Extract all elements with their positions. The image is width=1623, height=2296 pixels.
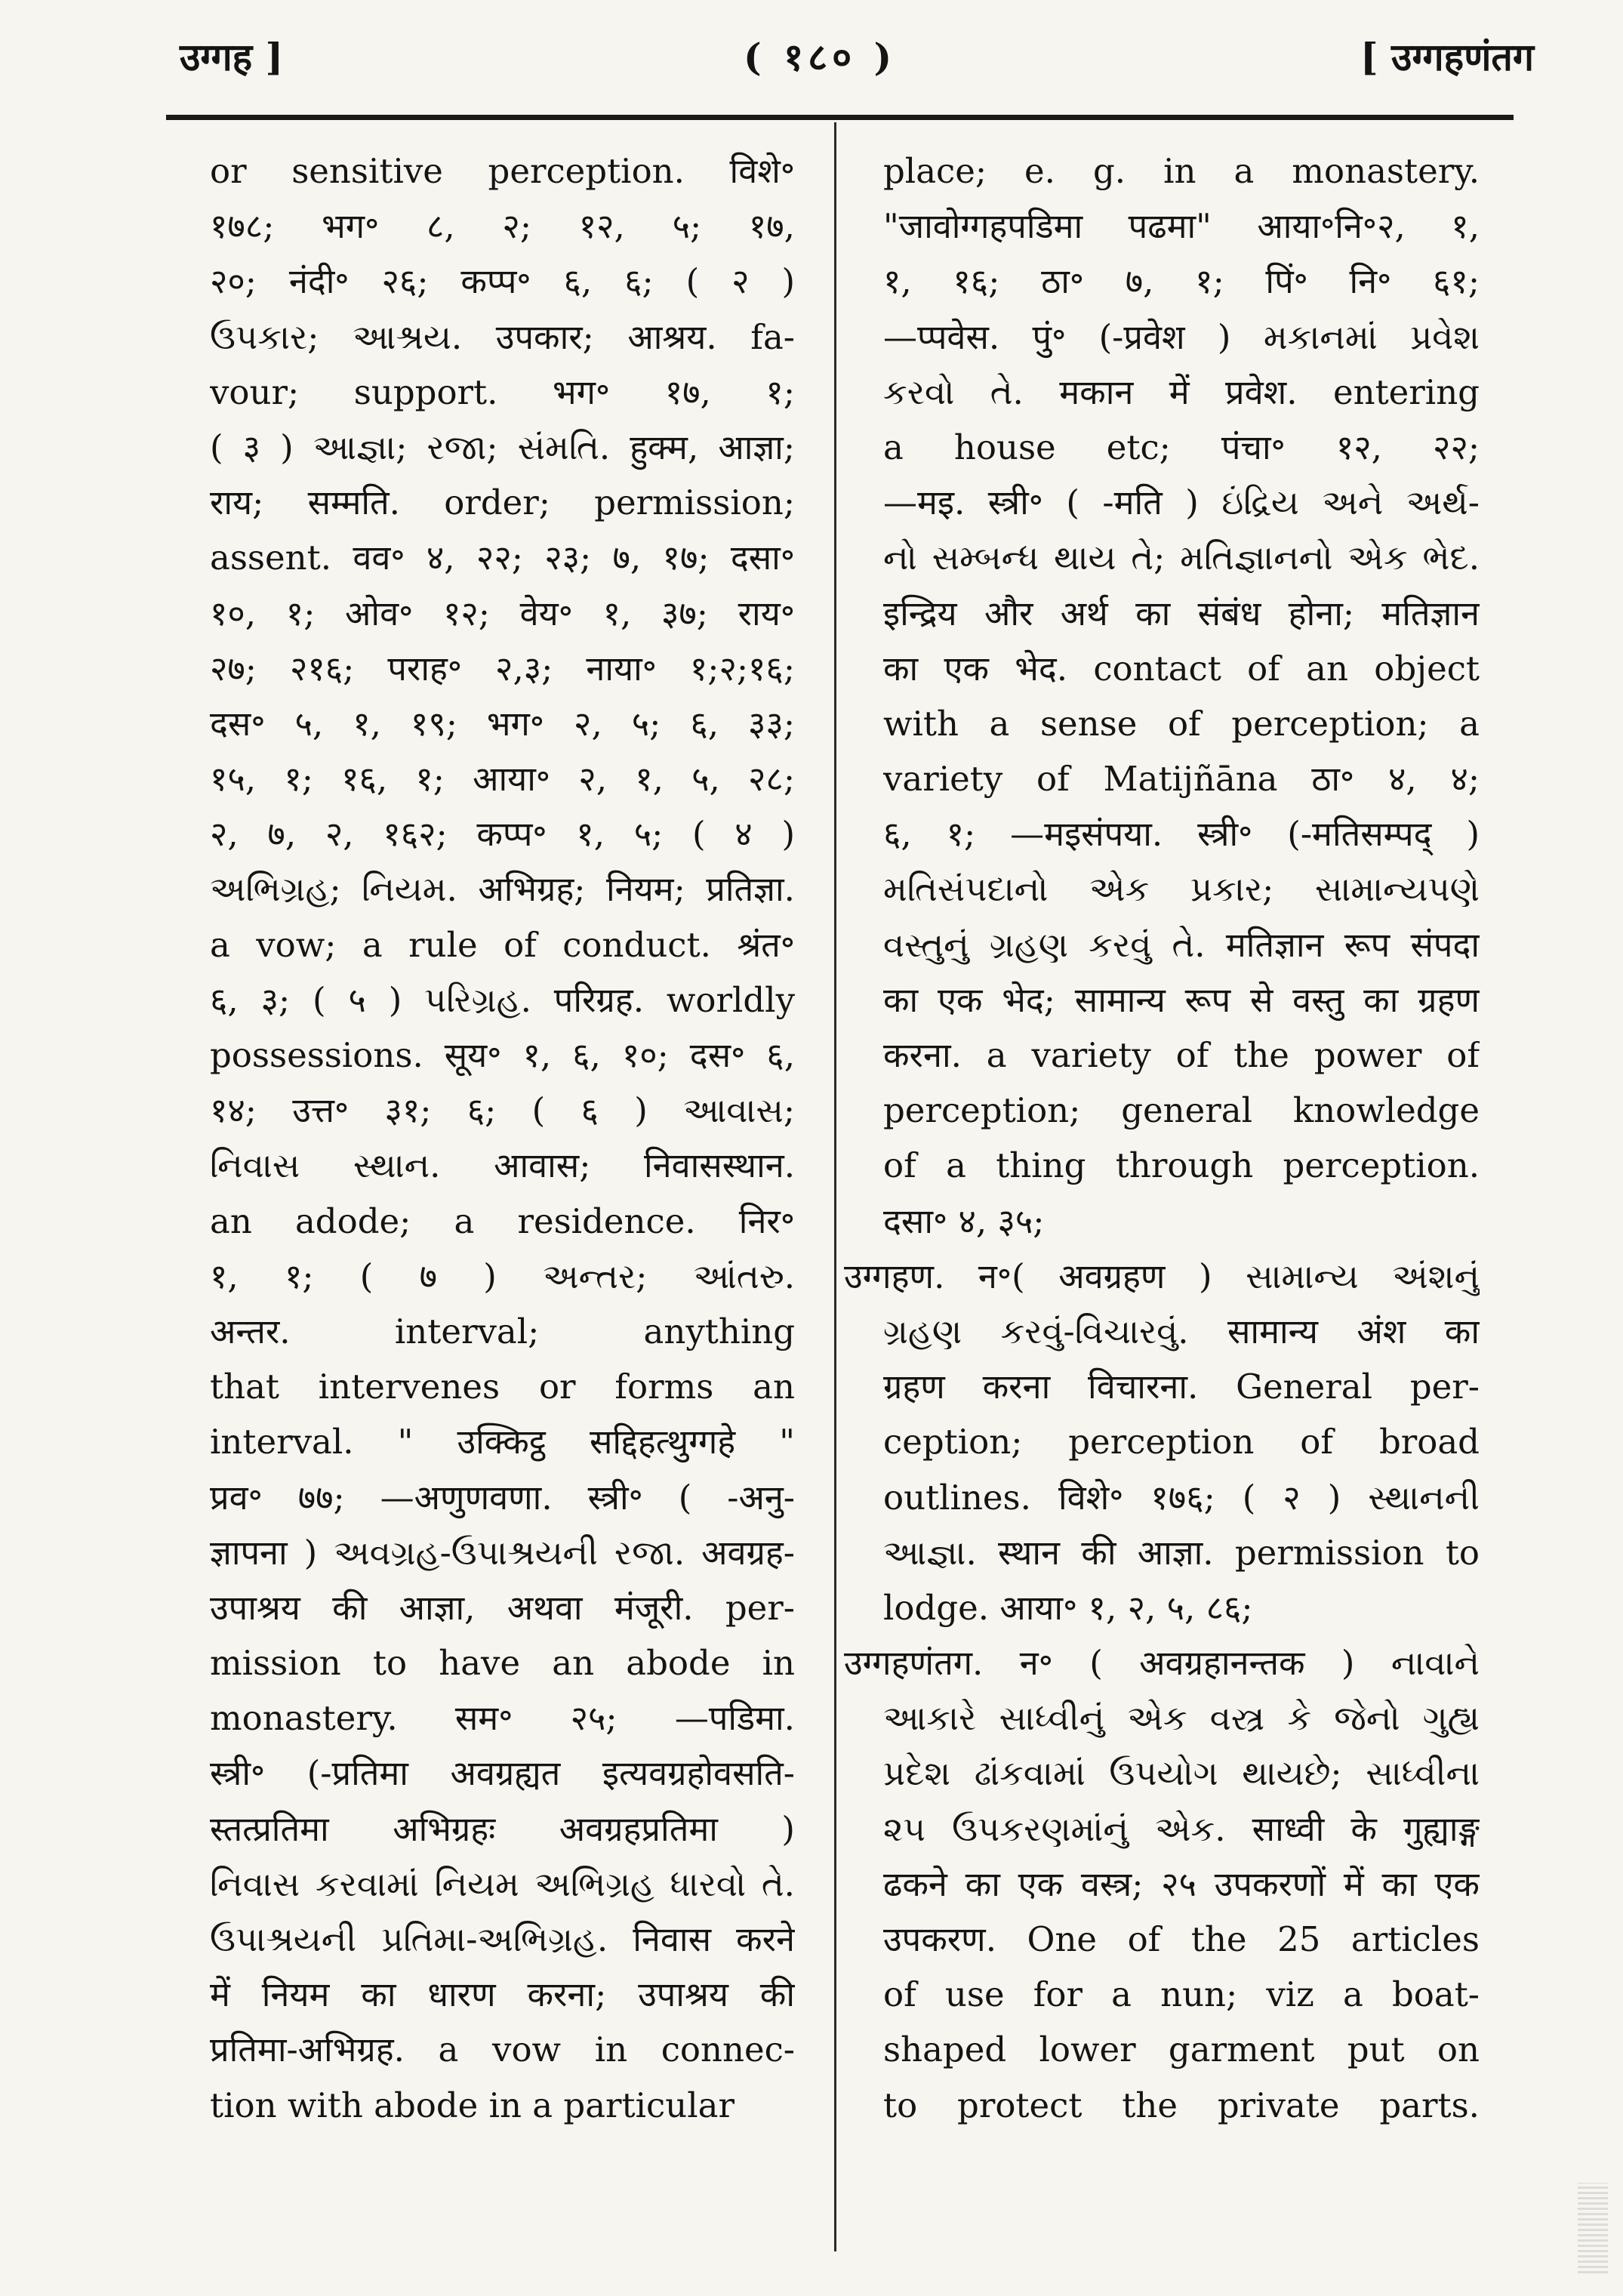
text-line: ( ३ ) આજ્ઞા; રજા; સંમતિ. हुक्म, आज्ञा; <box>210 427 795 467</box>
text-line: २, ७, २, १६२; कप्प॰ १, ५; ( ४ ) <box>210 814 795 855</box>
text-line: પ્રદેશ ઢાંકવામાં ઉપયોગ થાયછે; સાધ્વીના <box>883 1753 1480 1794</box>
text-line: उपकरण. One of the 25 articles <box>883 1919 1480 1959</box>
text-line: interval. " उक्किट्ठ सद्दिहत्थुग्गहे " <box>210 1422 795 1462</box>
text-line: में नियम का धारण करना; उपाश्रय की <box>210 1974 795 2015</box>
text-line: राय; सम्मति. order; permission; <box>210 482 795 523</box>
text-line: ६, १; —मइसंपया. स्त्री॰ (-मतिसम्पद् ) <box>883 814 1480 855</box>
text-line: अन्तर. interval; anything <box>210 1311 795 1351</box>
text-line: ढकने का एक वस्त्र; २५ उपकरणों में का एक <box>883 1863 1480 1904</box>
text-line: variety of Matijñāna ठा॰ ४, ४; <box>883 759 1480 800</box>
text-line: place; e. g. in a monastery. <box>883 151 1480 191</box>
text-line: २०; नंदी॰ २६; कप्प॰ ६, ६; ( २ ) <box>210 261 795 302</box>
text-line: વસ્તુનું ગ્રહણ કરવું તે. मतिज्ञान रूप संपदा <box>883 924 1480 965</box>
text-line: assent. वव॰ ४, २२; २३; ७, १७; दसा॰ <box>210 538 795 578</box>
text-line: —प्पवेस. पुं॰ (-प्रवेश ) મકાનમાં પ્રવેશ <box>883 316 1480 357</box>
text-line: to protect the private parts. <box>883 2085 1480 2125</box>
text-line: ૨૫ ઉપકરણમાંનું એક. साध्वी के गुह्याङ्ग <box>883 1808 1480 1849</box>
text-line: ६, ३; ( ५ ) પરિગ્રહ. परिग्रह. worldly <box>210 979 795 1020</box>
text-line: નો સમ્બન્ધ થાય તે; મતિજ્ઞાનનો એક ભેદ. <box>883 538 1480 578</box>
text-line: આજ્ઞા. स्थान की आज्ञा. permission to <box>883 1532 1480 1573</box>
left-column <box>210 143 795 2133</box>
dictionary-headword-line: उग्गहण. न॰( अवग्रहण ) સામાન્ય અંશનું <box>844 1256 1480 1296</box>
header-rule <box>166 115 1514 120</box>
text-line: outlines. विशे॰ १७६; ( २ ) સ્થાનની <box>883 1477 1480 1518</box>
text-line: અભિગ્રહ; નિયમ. अभिग्रह; नियम; प्रतिज्ञा. <box>210 869 795 910</box>
text-line: —मइ. स्त्री॰ ( -मति ) ઇંદ્રિય અને અર્થ- <box>883 482 1480 523</box>
text-line: that intervenes or forms an <box>210 1367 795 1407</box>
running-head-left: उग्गह ] <box>180 35 284 79</box>
text-line: २७; २१६; पराह॰ २,३; नाया॰ १;२;१६; <box>210 648 795 689</box>
text-line: १५, १; १६, १; आया॰ २, १, ५, २८; <box>210 759 795 800</box>
text-line: ઉપાશ્રયની પ્રતિમા-અભિગ્રહ. निवास करने <box>210 1919 795 1959</box>
right-column <box>844 143 1480 2133</box>
text-line: स्त्री॰ (-प्रतिमा अवग्रह्यत इत्यवग्रहोवसति- <box>210 1753 795 1794</box>
text-line: vour; support. भग॰ १७, १; <box>210 371 795 412</box>
text-line: a vow; a rule of conduct. श्रंत॰ <box>210 924 795 965</box>
text-line: प्रतिमा-अभिग्रह. a vow in connec- <box>210 2029 795 2070</box>
text-line: આકારે સાધ્વીનું એક વસ્ત્ર કે જેનો ગુહ્ય <box>883 1698 1480 1739</box>
text-line: કરવો તે. मकान में प्रवेश. entering <box>883 371 1480 412</box>
text-line: mission to have an abode in <box>210 1643 795 1684</box>
text-line: १०, १; ओव॰ १२; वेय॰ १, ३७; राय॰ <box>210 593 795 633</box>
text-line: મતિસંપદાનો એક પ્રકાર; સામાન્યપણે <box>883 869 1480 910</box>
text-line: monastery. सम॰ २५; —पडिमा. <box>210 1698 795 1739</box>
text-line: उपाश्रय की आज्ञा, अथवा मंजूरी. per- <box>210 1587 795 1628</box>
text-line: दस॰ ५, १, १९; भग॰ २, ५; ६, ३३; <box>210 703 795 744</box>
text-line: इन्द्रिय और अर्थ का संबंध होना; मतिज्ञान <box>883 593 1480 633</box>
text-line: का एक भेद. contact of an object <box>883 648 1480 689</box>
text-line: १, १६; ठा॰ ७, १; पिं॰ नि॰ ६१; <box>883 261 1480 302</box>
text-line: ગ્રહણ કરવું-વિચારવું. सामान्य अंश का <box>883 1311 1480 1351</box>
text-line: ઉપકાર; આશ્રય. उपकार; आश्रय. fa- <box>210 316 795 357</box>
text-line: का एक भेद; सामान्य रूप से वस्तु का ग्रहण <box>883 979 1480 1020</box>
text-line: ज्ञापना ) અવગ્રહ-ઉપાશ્રયની રજા. अवग्रह- <box>210 1532 795 1573</box>
text-line: નિવાસ સ્થાન. आवास; निवासस्थान. <box>210 1145 795 1186</box>
text-line: lodge. आया॰ १, २, ५, ८६; <box>883 1587 1253 1628</box>
scan-edge-artifact <box>1578 2183 1608 2273</box>
page-number: ( १८० ) <box>744 35 897 79</box>
text-line: प्रव॰ ७७; —अणुणवणा. स्त्री॰ ( -अनु- <box>210 1477 795 1518</box>
text-line: shaped lower garment put on <box>883 2029 1480 2070</box>
text-line: १, १; ( ७ ) અન્તર; આંતરુ. <box>210 1256 795 1296</box>
text-line: दसा॰ ४, ३५; <box>883 1200 1045 1241</box>
text-line: નિવાસ કરવામાં નિયમ અભિગ્રહ ધારવો તે. <box>210 1863 795 1904</box>
running-head-right: [ उग्गहणंतग <box>1360 35 1534 79</box>
text-line: "जावोग्गहपडिमा पढमा" आया॰नि॰२, १, <box>883 206 1480 247</box>
text-line: or sensitive perception. विशे॰ <box>210 151 795 191</box>
text-line: tion with abode in a particular <box>210 2085 735 2125</box>
text-line: perception; general knowledge <box>883 1090 1480 1131</box>
text-line: करना. a variety of the power of <box>883 1035 1480 1075</box>
dictionary-headword-line: उग्गहणंतग. न॰ ( अवग्रहानन्तक ) નાવાને <box>844 1643 1480 1684</box>
text-line: ception; perception of broad <box>883 1422 1480 1462</box>
text-line: १७८; भग॰ ८, २; १२, ५; १७, <box>210 206 795 247</box>
text-line: स्तत्प्रतिमा अभिग्रहः अवग्रहप्रतिमा ) <box>210 1808 795 1849</box>
text-line: a house etc; पंचा॰ १२, २२; <box>883 427 1480 467</box>
text-line: possessions. सूय॰ १, ६, १०; दस॰ ६, <box>210 1035 795 1075</box>
text-line: with a sense of perception; a <box>883 703 1480 744</box>
text-line: an adode; a residence. निर॰ <box>210 1200 795 1241</box>
text-line: ग्रहण करना विचारना. General per- <box>883 1367 1480 1407</box>
text-line: of a thing through perception. <box>883 1145 1480 1186</box>
column-divider <box>834 122 836 2251</box>
text-line: of use for a nun; viz a boat- <box>883 1974 1480 2015</box>
text-line: १४; उत्त॰ ३१; ६; ( ६ ) આવાસ; <box>210 1090 795 1131</box>
